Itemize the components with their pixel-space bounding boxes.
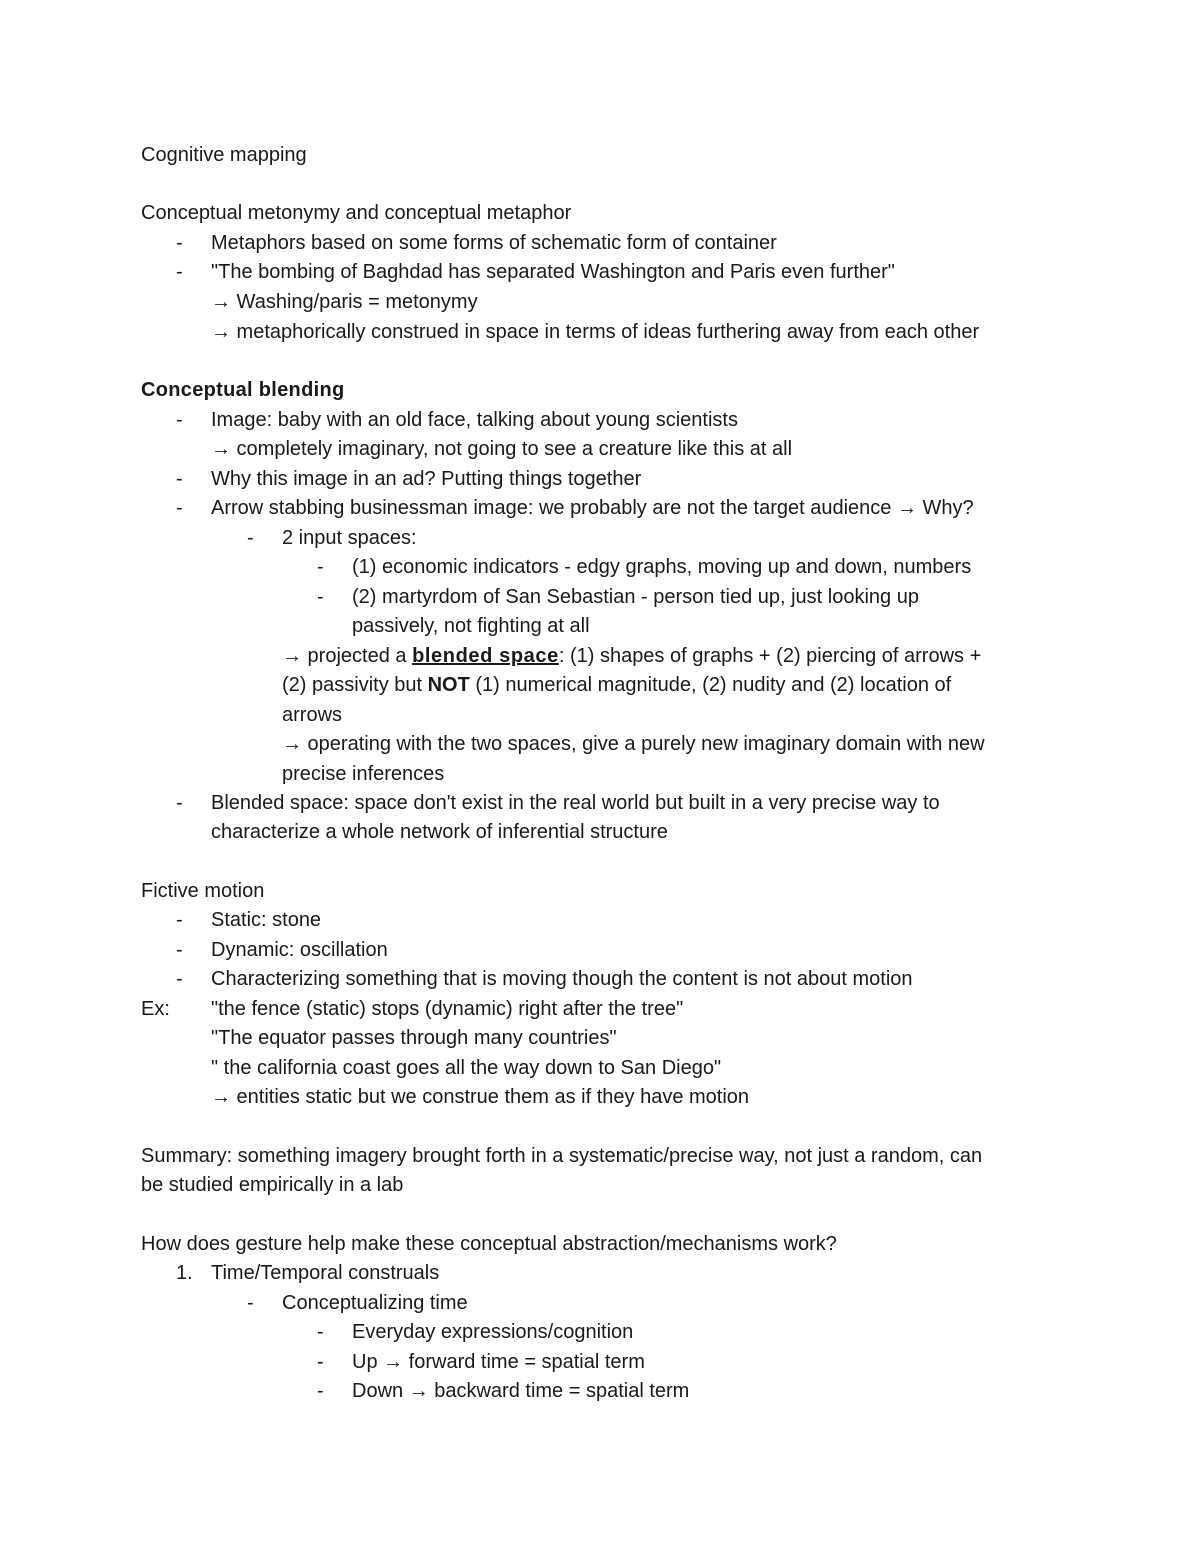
operating-line-2: precise inferences [282, 763, 445, 785]
bullet-text: Why this image in an ad? Putting things together [211, 468, 642, 490]
bullet-dash: - [247, 1292, 254, 1314]
section-title-conceptual-blending: Conceptual blending [141, 379, 345, 401]
bullet-dash: - [247, 527, 254, 549]
operating-line: → operating with the two spaces, give a purely new imaginary domain with new [282, 733, 985, 755]
projected-line-2 [282, 673, 951, 697]
projected-2-prefix: (2) passivity but [282, 674, 428, 696]
bullet-dash: - [176, 792, 183, 814]
bullet-dash: - [176, 497, 183, 519]
bullet-dash: - [176, 468, 183, 490]
projected-2-suffix: (1) numerical magnitude, (2) nudity and (2) location of [469, 674, 952, 696]
blended-space-term: blended space [412, 645, 559, 667]
example-line: "the fence (static) stops (dynamic) right after the tree" [211, 998, 684, 1020]
bullet-dash: - [176, 968, 183, 990]
projected-line [282, 644, 981, 668]
example-line: → entities static but we construe them as if they have motion [211, 1086, 750, 1108]
bullet-dash: - [317, 1380, 324, 1402]
bullet-text-continued: characterize a whole network of inferential structure [211, 821, 668, 843]
projected-suffix: : (1) shapes of graphs + (2) piercing of arrows + [558, 645, 982, 667]
not-emphasis: NOT [427, 674, 470, 696]
bullet-text: Blended space: space don't exist in the real world but built in a very precise way to [211, 792, 940, 814]
bullet-text: (2) martyrdom of San Sebastian - person tied up, just looking up [352, 586, 919, 608]
bullet-text: Up → forward time = spatial term [352, 1351, 645, 1373]
bullet-text: Characterizing something that is moving though the content is not about motion [211, 968, 913, 990]
summary-line-2: be studied empirically in a lab [141, 1174, 404, 1196]
bullet-text: Arrow stabbing businessman image: we probably are not the target audience → Why? [211, 497, 974, 519]
bullet-dash: - [317, 1321, 324, 1343]
bullet-text: (1) economic indicators - edgy graphs, moving up and down, numbers [352, 556, 972, 578]
arrow-note: → completely imaginary, not going to see a creature like this at all [211, 438, 793, 460]
section-title-cognitive-mapping: Cognitive mapping [141, 144, 307, 166]
bullet-text: Down → backward time = spatial term [352, 1380, 690, 1402]
bullet-text: 2 input spaces: [282, 527, 417, 549]
example-label: Ex: [141, 998, 170, 1020]
projected-line-3: arrows [282, 704, 343, 726]
bullet-dash: - [176, 939, 183, 961]
bullet-text: Conceptualizing time [282, 1292, 468, 1314]
example-line: " the california coast goes all the way down to San Diego" [211, 1057, 722, 1079]
bullet-text: Dynamic: oscillation [211, 939, 388, 961]
bullet-dash: - [176, 261, 183, 283]
example-line: "The equator passes through many countries" [211, 1027, 617, 1049]
section-title-fictive-motion: Fictive motion [141, 880, 265, 902]
bullet-dash: - [317, 1351, 324, 1373]
arrow-note: → Washing/paris = metonymy [211, 291, 478, 313]
gesture-question: How does gesture help make these conceptual abstraction/mechanisms work? [141, 1233, 837, 1255]
bullet-text: Static: stone [211, 909, 322, 931]
bullet-text: Metaphors based on some forms of schematic form of container [211, 232, 777, 254]
list-item-text: Time/Temporal construals [211, 1262, 440, 1284]
bullet-dash: - [317, 556, 324, 578]
projected-prefix: → projected a [282, 645, 413, 667]
list-number: 1. [176, 1262, 193, 1284]
bullet-dash: - [176, 409, 183, 431]
bullet-dash: - [176, 232, 183, 254]
summary-line: Summary: something imagery brought forth in a systematic/precise way, not just a random, can [141, 1145, 983, 1167]
bullet-text-continued: passively, not fighting at all [352, 615, 590, 637]
section-title-metonymy-metaphor: Conceptual metonymy and conceptual metaphor [141, 202, 572, 224]
arrow-note: → metaphorically construed in space in terms of ideas furthering away from each other [211, 321, 980, 343]
bullet-text: Image: baby with an old face, talking about young scientists [211, 409, 738, 431]
bullet-text: Everyday expressions/cognition [352, 1321, 634, 1343]
bullet-dash: - [317, 586, 324, 608]
bullet-text: "The bombing of Baghdad has separated Washington and Paris even further" [211, 261, 895, 283]
bullet-dash: - [176, 909, 183, 931]
